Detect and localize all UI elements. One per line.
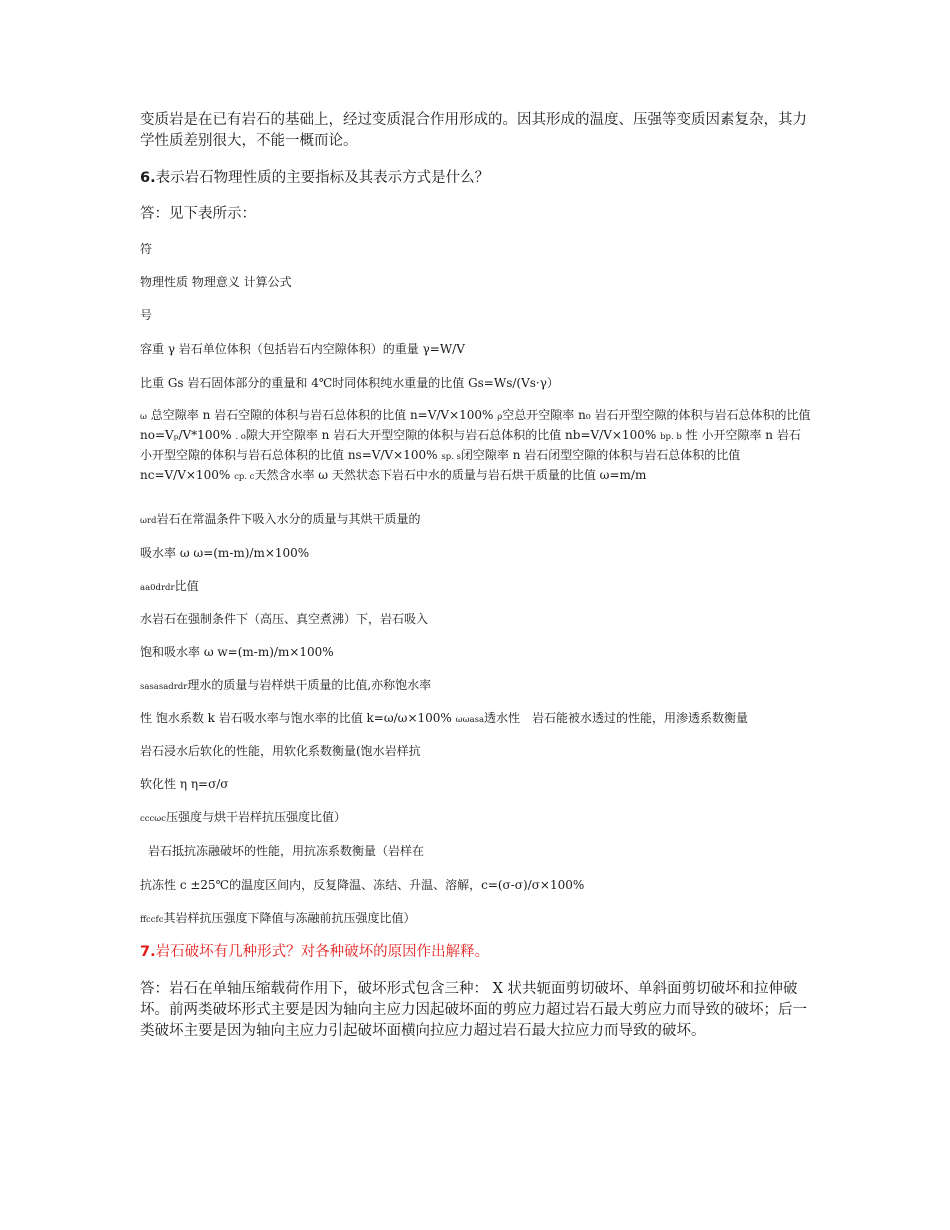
intro-paragraph: 变质岩是在已有岩石的基础上，经过变质混合作用形成的。因其形成的温度、压强等变质因素复杂，其力学性质差别很大，不能一概而论。	[140, 112, 807, 149]
table-line: 水岩石在强制条件下（高压、真空煮沸）下，岩石吸入	[140, 612, 429, 626]
question-6-text: 表示岩石物理性质的主要指标及其表示方式是什么？	[155, 170, 490, 186]
table-line: 物理性质 物理意义 计算公式	[140, 275, 292, 289]
question-7-text: 岩石破坏有几种形式？对各种破坏的原因作出解释。	[155, 944, 490, 960]
table-line: 性 饱水系数 k 岩石吸水率与饱水率的比值 k=ω/ω×100% ωωasa透水性 岩石能被水透过的性能，用渗透系数衡量	[140, 711, 749, 725]
table-line: 符	[140, 242, 153, 256]
table-line: 吸水率 ω ω=(m-m)/m×100%	[140, 546, 310, 560]
porosity-block: ω 总空隙率 n 岩石空隙的体积与岩石总体积的比值 n=V/V×100% ρ空总开空隙率 n₀ 岩石开型空隙的体积与岩石总体积的比值 no=Vₚ/V*100% . o隙大开空隙率 n 岩石大开型空隙的体积与岩石总体积的比值 nb=V/V×100% bp. b 性 小开空隙率 n 岩石小开型空隙的体积与岩石总体积的比值 ns=V/V×100% sp. s闭空隙率 n 岩石闭型空隙的体积与岩石总体积的比值 nc=V/V×100% cp. c天然含水率 ω 天然状态下岩石中水的质量与岩石烘干质量的比值 ω=m/m	[140, 408, 811, 482]
table-line: 饱和吸水率 ω w=(m-m)/m×100%	[140, 645, 334, 659]
answer-7-paragraph: 答：岩石在单轴压缩载荷作用下，破坏形式包含三种： X 状共轭面剪切破坏、单斜面剪切破坏和拉伸破坏。前两类破坏形式主要是因为轴向主应力因起破坏面的剪应力超过岩石最大剪应力而导致的破坏；后一类破坏主要是因为轴向主应力引起破坏面横向拉应力超过岩石最大拉应力而导致的破坏。	[140, 981, 807, 1039]
answer-6-intro: 答：见下表所示：	[140, 206, 256, 222]
table-line: 号	[140, 308, 153, 322]
table-line: sasasadrdr理水的质量与岩样烘干质量的比值,亦称饱水率	[140, 678, 432, 692]
table-line: 岩石浸水后软化的性能，用软化系数衡量(饱水岩样抗	[140, 744, 421, 758]
table-line: cccωc压强度与烘干岩样抗压强度比值）	[140, 810, 346, 824]
table-line: 抗冻性 c ±25℃的温度区间内，反复降温、冻结、升温、溶解，c=(σ-σ)/σ×100%	[140, 878, 585, 892]
question-6	[140, 168, 812, 189]
table-line: 容重 γ 岩石单位体积（包括岩石内空隙体积）的重量 γ=W/V	[140, 342, 465, 356]
question-6-number: 6.	[140, 170, 156, 186]
question-7-number: 7.	[140, 944, 156, 960]
table-line: ffccfc其岩样抗压强度下降值与冻融前抗压强度比值）	[140, 911, 416, 925]
table-line: 软化性 η η=σ/σ	[140, 777, 229, 791]
table-line: 岩石抵抗冻融破坏的性能，用抗冻系数衡量（岩样在	[148, 844, 425, 858]
table-line: ωrd岩石在常温条件下吸入水分的质量与其烘干质量的	[140, 512, 421, 526]
table-line: aa0drdr比值	[140, 579, 199, 593]
table-line: 比重 Gs 岩石固体部分的重量和 4℃时同体积纯水重量的比值 Gs=Ws/(Vs·γ）	[140, 376, 559, 390]
question-7	[140, 942, 812, 963]
